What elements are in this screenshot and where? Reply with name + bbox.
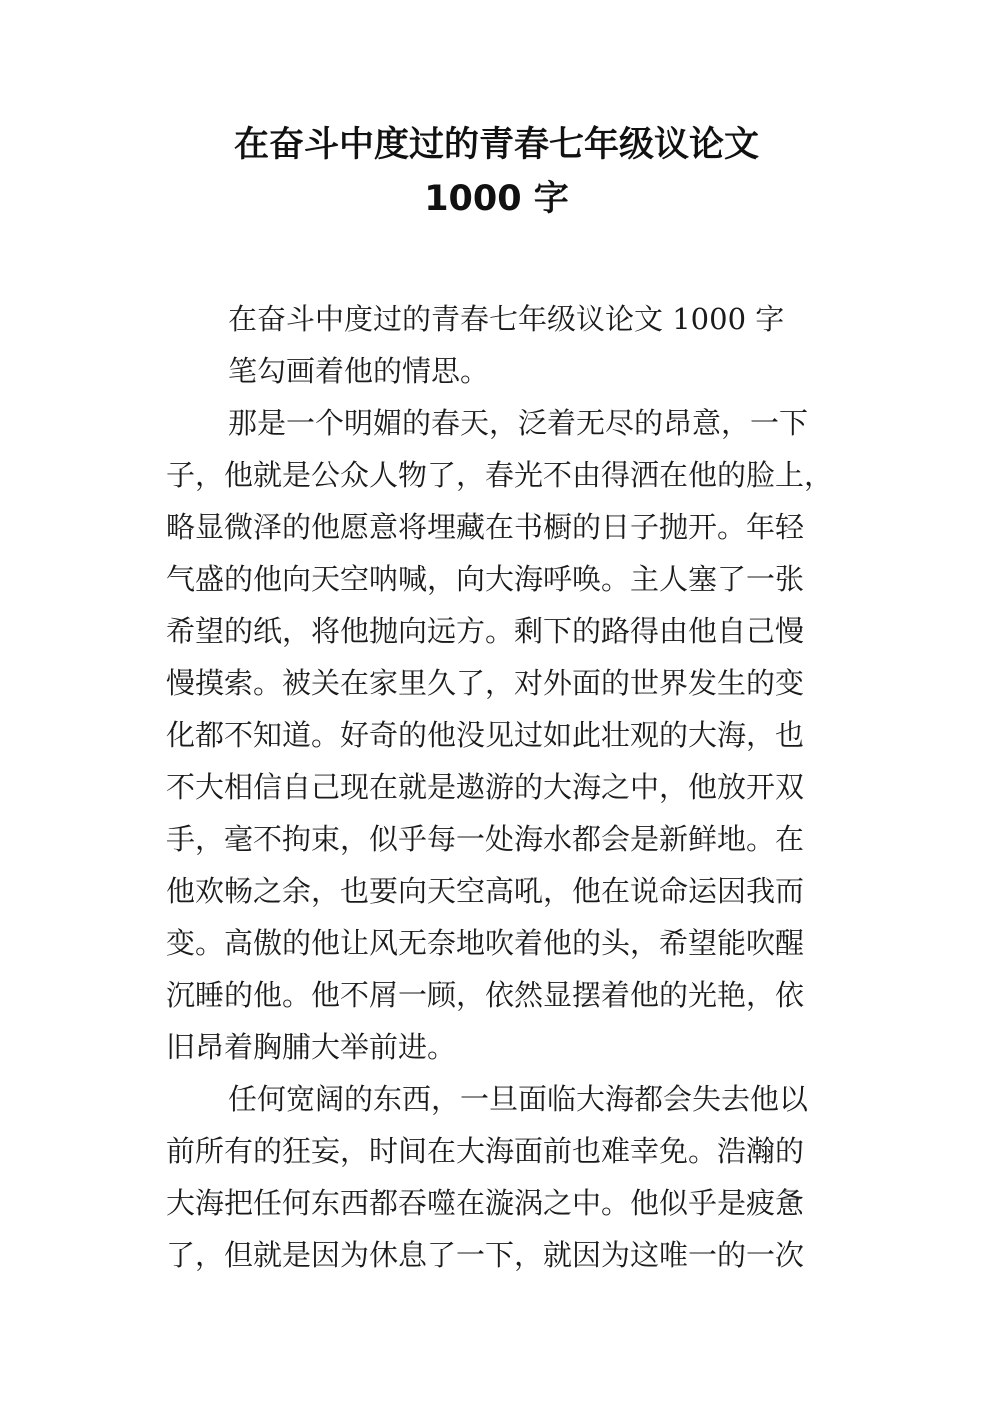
paragraph-line: 在奋斗中度过的青春七年级议论文 1000 字 — [228, 302, 785, 336]
paragraph — [166, 345, 830, 397]
paragraph-line: 略显微泽的他愿意将埋藏在书橱的日子抛开。年轻 — [166, 510, 805, 544]
paragraph-line: 那是一个明媚的春天，泛着无尽的昂意，一下 — [228, 406, 809, 440]
paragraph-line: 他欢畅之余，也要向天空高吼，他在说命运因我而 — [166, 874, 805, 908]
paragraph-line: 手，毫不拘束，似乎每一处海水都会是新鲜地。在 — [166, 822, 805, 856]
paragraph-line: 了，但就是因为休息了一下，就因为这唯一的一次 — [166, 1238, 805, 1272]
paragraph-line: 子，他就是公众人物了，春光不由得洒在他的脸上， — [166, 458, 834, 492]
paragraph-line: 希望的纸，将他抛向远方。剩下的路得由他自己慢 — [166, 614, 805, 648]
paragraph-line: 气盛的他向天空呐喊，向大海呼唤。主人塞了一张 — [166, 562, 805, 596]
paragraph-line: 沉睡的他。他不屑一顾，依然显摆着他的光艳，依 — [166, 978, 805, 1012]
paragraph — [166, 1073, 830, 1281]
paragraph-line: 大海把任何东西都吞噬在漩涡之中。他似乎是疲惫 — [166, 1186, 805, 1220]
paragraph-line: 化都不知道。好奇的他没见过如此壮观的大海，也 — [166, 718, 805, 752]
paragraph-line: 笔勾画着他的情思。 — [228, 354, 490, 388]
title-line: 1000 字 — [424, 179, 569, 219]
paragraph-line: 任何宽阔的东西，一旦面临大海都会失去他以 — [228, 1082, 809, 1116]
paragraph-line: 慢摸索。被关在家里久了，对外面的世界发生的变 — [166, 666, 805, 700]
paragraph — [166, 293, 830, 345]
document-body — [166, 293, 834, 1281]
paragraph-line: 旧昂着胸脯大举前进。 — [166, 1030, 457, 1064]
paragraph-line: 不大相信自己现在就是遨游的大海之中，他放开双 — [166, 770, 805, 804]
paragraph-line: 前所有的狂妄，时间在大海面前也难幸免。浩瀚的 — [166, 1134, 805, 1168]
paragraph-line: 变。高傲的他让风无奈地吹着他的头，希望能吹醒 — [166, 926, 805, 960]
document-title — [0, 118, 993, 226]
title-line: 在奋斗中度过的青春七年级议论文 — [233, 125, 759, 165]
paragraph — [166, 397, 834, 1073]
